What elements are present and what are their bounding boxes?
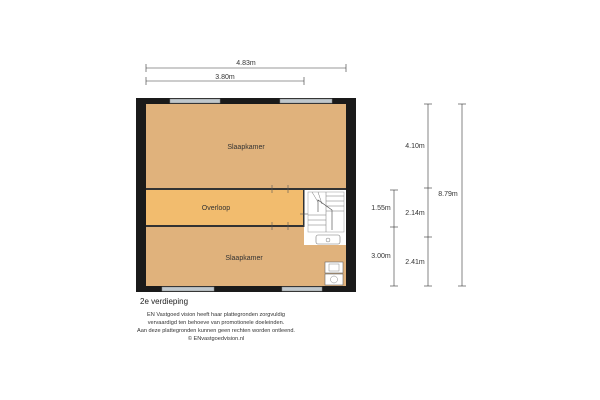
floor-label: 2e verdieping xyxy=(140,297,189,306)
right-wall xyxy=(346,98,356,292)
disclaimer-copyright: © ENvastgoedvision.nl xyxy=(187,336,245,342)
window-bottom-right xyxy=(282,287,322,291)
fixture-lower xyxy=(325,274,343,285)
dim-label-stair-depth-top: 1.55m xyxy=(371,205,391,212)
dim-label-stair-depth-bottom: 3.00m xyxy=(371,253,391,260)
room-label-landing: Overloop xyxy=(201,205,231,212)
disclaimer-line: Aan deze plattegronden kunnen geen rechten worden ontleend. xyxy=(137,328,295,334)
window-top-right xyxy=(280,99,332,103)
room-label-bedroom-top: Slaapkamer xyxy=(227,144,265,151)
window-top-left xyxy=(170,99,220,103)
dim-label-right-depth-bottom: 2.41m xyxy=(405,259,425,266)
disclaimer xyxy=(130,311,302,343)
dimension-stair-column xyxy=(390,190,398,286)
dim-label-right-depth-top: 4.10m xyxy=(405,143,425,150)
dimension-total-depth xyxy=(458,104,466,286)
dim-label-total-depth: 8.79m xyxy=(438,191,458,198)
window-bottom-left xyxy=(162,287,214,291)
staircase xyxy=(308,192,344,232)
wall-divider-top xyxy=(146,188,346,190)
wall-divider-bottom xyxy=(146,225,304,227)
sink xyxy=(316,235,340,244)
dim-label-inner-width: 3.80m xyxy=(215,74,235,81)
dim-label-total-width: 4.83m xyxy=(236,60,256,67)
room-label-bedroom-bottom: Slaapkamer xyxy=(225,255,263,262)
disclaimer-line: vervaardigd ten behoeve van promotionele doeleinden. xyxy=(147,320,285,326)
wall-stair-left xyxy=(303,190,305,227)
disclaimer-line: EN Vastgoed vision heeft haar plattegronden zorgvuldig xyxy=(147,312,285,318)
dim-label-right-depth-middle: 2.14m xyxy=(405,210,425,217)
dimension-right-column xyxy=(424,104,432,286)
left-wall xyxy=(136,98,146,292)
fixture-upper xyxy=(325,262,343,273)
